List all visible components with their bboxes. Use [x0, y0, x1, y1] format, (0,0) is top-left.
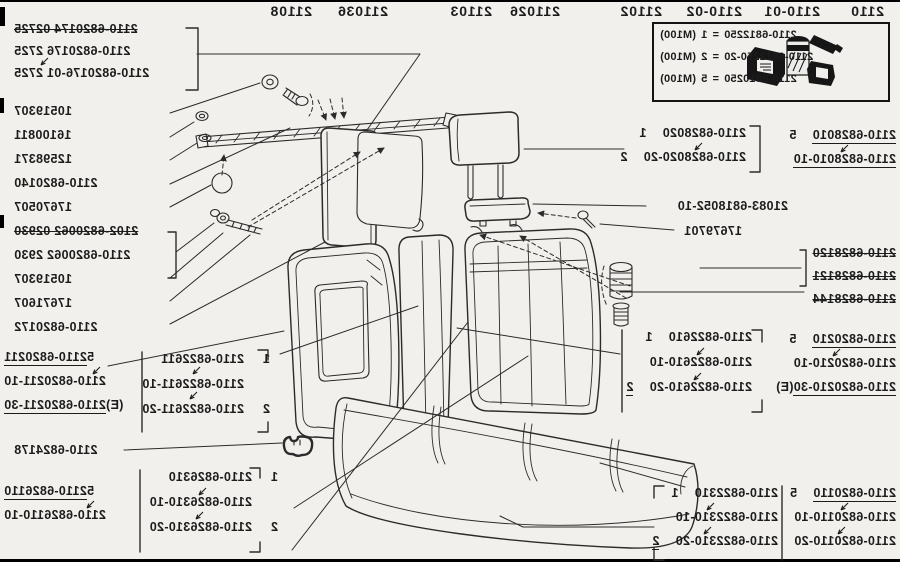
part-number-superseded: 2110-6828120 [812, 246, 896, 260]
part-number: 2110-6822610-20 [649, 380, 752, 394]
part-number: 2110-6820210 [812, 332, 896, 346]
part-label-group-6820210 [776, 332, 896, 404]
quantity: 5 [789, 486, 798, 500]
part-label-group-6826310 [149, 470, 278, 545]
part-number: 2110-6820140 [14, 176, 98, 190]
part-label-group-6820176 [14, 22, 149, 88]
part-label-group-6820211 [4, 350, 123, 422]
part-number: 2110-6822610 [668, 330, 752, 344]
part-label-6818052 [678, 199, 788, 223]
quantity: 5 [789, 332, 797, 346]
model-code: 211036 [337, 3, 388, 19]
part-number: 2110-6822610-10 [649, 355, 752, 369]
part-number: 2110-6822611-20 [142, 402, 244, 416]
quantity: 5 [701, 73, 708, 85]
part-number: 2110-6810250 [724, 73, 797, 85]
part-number: 2110-6822310-10 [675, 510, 778, 524]
part-number: 2110-6822611 [161, 352, 244, 366]
part-number: 2110-6820210-10 [793, 356, 896, 370]
part-number: 2110-6826110 [4, 484, 87, 498]
model-code: 21108 [269, 3, 312, 19]
part-label-group-6828020 [620, 126, 746, 174]
part-number: 2110-6820211-30 [4, 398, 106, 412]
variant-tag: (E) [775, 380, 794, 394]
quantity: 2 [620, 150, 628, 164]
model-code: 2110 [850, 3, 884, 19]
variant-tag: (E) [105, 398, 124, 412]
quantity: 2 [652, 534, 660, 548]
equals: = [712, 29, 719, 41]
part-label-group-6822310 [652, 486, 778, 558]
part-number: 2110-6820211 [4, 350, 87, 364]
part-number: 2110-6820176-01 2725 [14, 66, 150, 80]
part-number: 2110-6820062 2930 [14, 248, 131, 262]
quantity: 5 [86, 484, 95, 498]
part-number: 2110-6820110-20 [794, 534, 896, 548]
part-number: 17670507 [14, 200, 73, 214]
quantity: 2 [626, 380, 634, 394]
part-number-superseded: 2110-6828121 [812, 269, 896, 283]
part-label-group-6828120 [812, 246, 896, 315]
part-label-6824178 [14, 443, 98, 467]
model-code: 2110-01 [763, 3, 820, 19]
part-number: 2110-6820110-10 [794, 510, 896, 524]
model-code: 2110-02 [685, 3, 742, 19]
part-number: 2110-6828010 [812, 128, 896, 142]
part-number: 12598371 [14, 152, 73, 166]
part-number: 2110-6812250-20 [724, 51, 814, 63]
quantity: 2 [701, 51, 708, 63]
part-number: 2110-6828010-10 [793, 152, 896, 166]
part-number: 2110-6826110-10 [4, 508, 106, 522]
part-number: 2110-6820211-10 [4, 374, 106, 388]
part-label-group-6828010 [789, 128, 896, 176]
part-label-group-6820110 [790, 486, 896, 558]
model-code: 211026 [509, 3, 560, 19]
note: (M100) [660, 29, 697, 41]
part-number: 16100811 [14, 128, 72, 142]
part-number: 2110-6828020-20 [643, 150, 746, 164]
part-number: 2110-6822310 [694, 486, 778, 500]
part-number: 2110-6824178 [14, 443, 98, 457]
part-number: 2110-6820210-30 [793, 380, 896, 394]
quantity: 1 [639, 126, 647, 140]
quantity: 1 [645, 330, 653, 344]
part-number: 17679701 [683, 224, 742, 238]
part-number: 2110-6822310-20 [675, 534, 778, 548]
quantity: 1 [270, 470, 278, 484]
quantity: 1 [701, 29, 708, 41]
part-number: 17671607 [14, 296, 73, 310]
equals: = [712, 51, 719, 63]
part-number-superseded: 2110-6820174 02725 [14, 22, 138, 36]
quantity: 2 [262, 402, 270, 416]
part-number-superseded: 2102-6820062 02930 [14, 224, 139, 238]
part-label-17679701 [684, 224, 742, 248]
part-number: 2110-6826310-10 [149, 495, 252, 509]
part-number: 2110-6820110 [813, 486, 896, 500]
note: (M100) [660, 51, 697, 63]
part-label-group-6822610 [626, 330, 752, 405]
part-number: 2110-6826310 [168, 470, 252, 484]
part-label-group-6822611 [142, 352, 270, 427]
model-code: 21103 [449, 3, 492, 19]
part-number: 2110-6826310-20 [149, 520, 252, 534]
equals: = [712, 73, 719, 85]
part-number: 2110-6812250 [724, 29, 797, 41]
part-label-group-6826110 [4, 484, 113, 532]
part-number: 21083-6818052-10 [677, 199, 788, 213]
part-number: 2110-6820172 [14, 320, 98, 334]
quantity: 1 [671, 486, 679, 500]
part-number: 10519307 [14, 272, 73, 286]
part-number: 10519307 [14, 104, 73, 118]
part-label-stack [14, 104, 138, 344]
part-number: 2110-6820176 2725 [14, 44, 131, 58]
quantity: 5 [86, 350, 95, 364]
quantity: 1 [262, 352, 270, 366]
quantity: 5 [789, 128, 797, 142]
model-code: 21102 [619, 3, 662, 19]
part-number-superseded: 2110-6828144 [812, 292, 896, 306]
quantity: 2 [270, 520, 278, 534]
part-number: 2110-6822611-10 [142, 377, 244, 391]
part-number: 2110-6828020 [662, 126, 746, 140]
note: (M100) [660, 73, 697, 85]
